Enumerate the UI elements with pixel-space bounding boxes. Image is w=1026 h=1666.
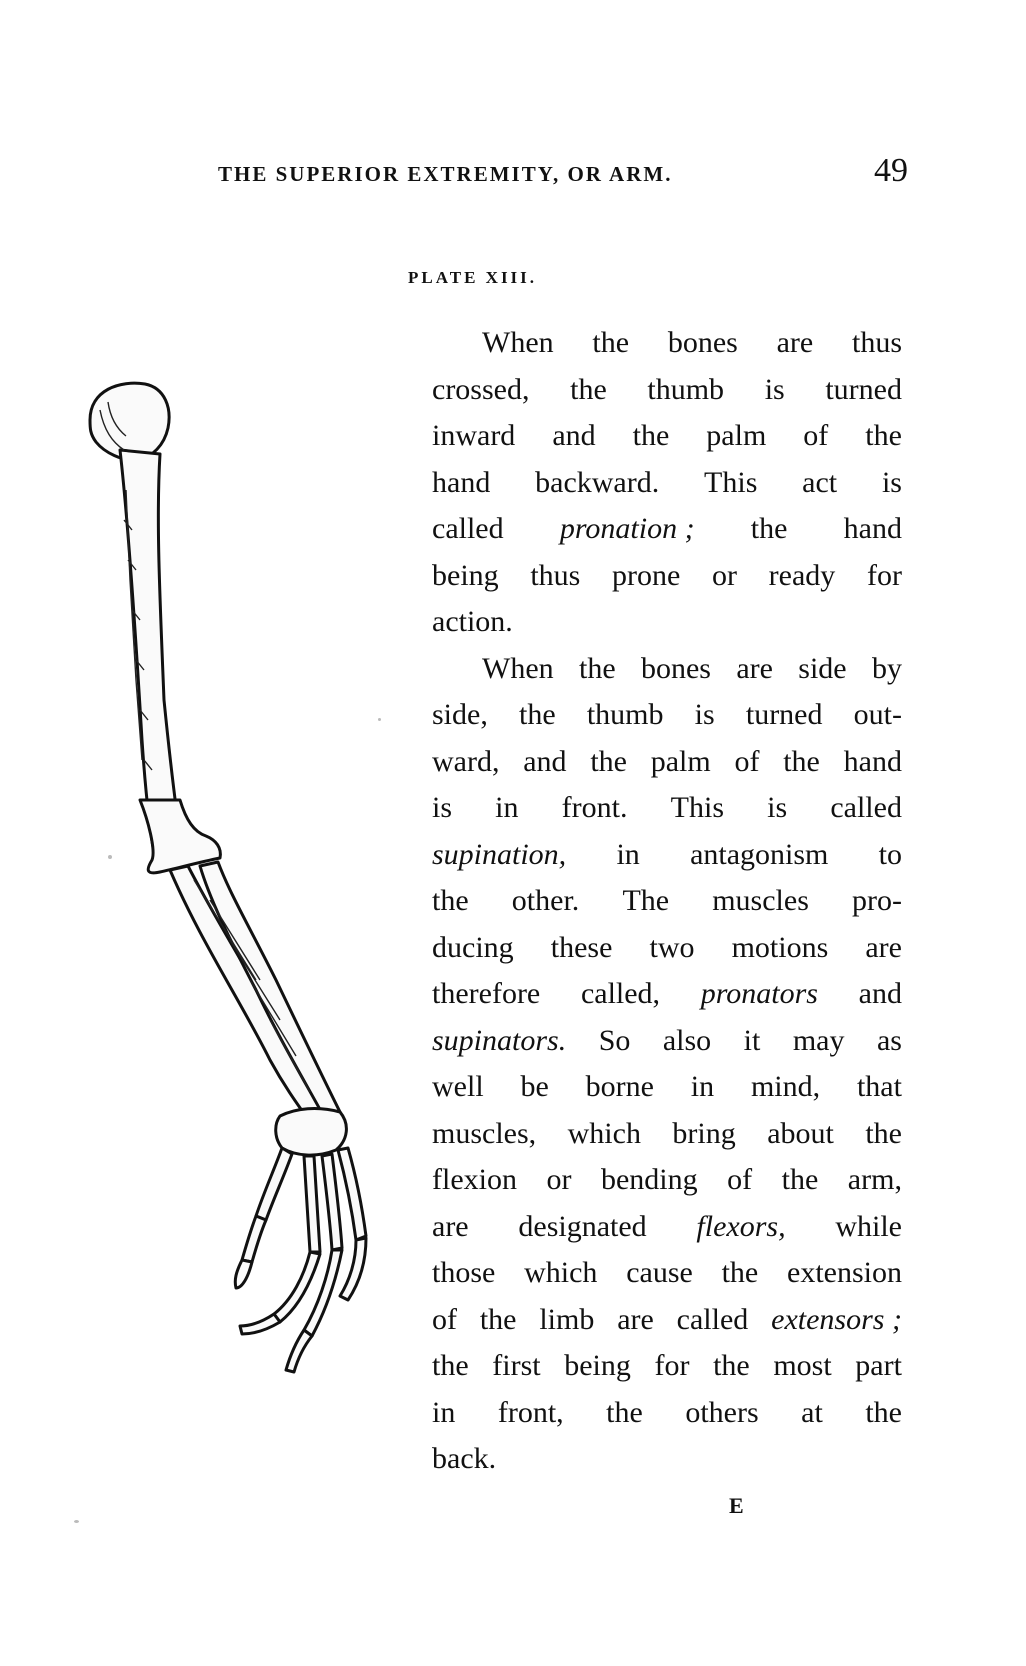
word: called [830,791,902,824]
running-title: THE SUPERIOR EXTREMITY, OR ARM. [218,162,673,186]
word: the [432,1349,469,1382]
paper-speck [74,1520,79,1523]
word: and [552,419,596,452]
word: the [721,1256,759,1289]
word: two [649,930,695,964]
elbow-joint [140,800,220,873]
plate-label: PLATE XIII. [408,268,538,287]
finger-phalanx-e [340,1238,366,1300]
word: well [432,1070,484,1103]
word: act [802,465,838,499]
word: to [878,837,902,871]
word: hand [843,744,902,778]
metacarpal-4 [338,1148,366,1240]
word: being [432,558,499,592]
word: turned [825,372,902,406]
word: are [432,1209,469,1243]
word: the [865,1116,902,1150]
word: front, [497,1395,564,1429]
text-line [432,1111,902,1158]
word: or [546,1163,572,1196]
text-line [432,832,902,879]
text-line [432,599,902,646]
word: extensors ; [771,1302,902,1336]
word: antagonism [690,837,829,871]
word: mind, [750,1070,821,1103]
text-line [432,1390,902,1437]
word: thus [530,558,581,592]
word: for [654,1349,690,1382]
text-line [432,1343,902,1390]
word: the [590,744,627,778]
word: When [482,651,554,685]
word: is [881,465,902,499]
word: called, [580,977,661,1010]
word: part [855,1349,902,1382]
finger-phalanx-d [286,1330,312,1372]
word: bones [640,651,711,685]
word: action. [432,605,513,638]
word: supination, [432,837,567,871]
word: therefore [432,977,541,1010]
metacarpal-1 [256,1148,292,1220]
paper-speck [108,855,112,859]
word: in [495,791,519,824]
word: hand [432,465,491,499]
word: or [712,558,737,592]
word: as [876,1023,902,1057]
word: So [598,1023,631,1057]
radius-bone [200,862,342,1124]
word: The [622,884,670,917]
word: is [694,698,715,731]
word: the [432,884,469,917]
word: ward, [432,744,500,778]
word: may [792,1023,845,1057]
word: those [432,1256,496,1289]
signature-mark: E [729,1493,744,1518]
word: of [734,744,760,778]
word: are [736,651,773,685]
metacarpal-2 [304,1156,320,1252]
word: motions [731,930,829,964]
thumb-phalanx-2 [235,1260,252,1288]
text-line [432,367,902,414]
word: crossed, [432,372,530,406]
word: in [616,837,640,871]
word: flexion [432,1163,517,1196]
metacarpal-3 [322,1154,342,1250]
word: of [803,419,829,452]
wrist-carpals [276,1109,347,1156]
word: are [617,1302,654,1336]
word: first [492,1349,541,1382]
word: the [865,1395,902,1429]
word: the [519,698,556,731]
page-number: 49 [874,152,908,189]
word: limb [539,1302,595,1336]
word: bones [667,326,738,359]
word: bring [672,1116,736,1150]
word: the [479,1302,517,1336]
word: the [606,1395,643,1429]
word: for [866,558,902,592]
word: inward [432,419,516,452]
word: the [713,1349,750,1382]
word: most [773,1349,832,1382]
word: palm [650,744,711,778]
word: about [767,1116,834,1150]
paper-speck [378,718,381,721]
thumb-phalanx-1 [242,1216,266,1262]
word: back. [432,1442,497,1475]
body-text [432,320,902,1483]
text-line [432,320,902,367]
word: are [865,930,902,964]
word: are [776,326,814,359]
text-line [432,1018,902,1065]
word: in [432,1395,456,1429]
word: prone [612,558,681,592]
word: which [524,1256,598,1289]
text-line [432,1297,902,1344]
word: ready [768,558,836,592]
text-line [432,413,902,460]
word: hand [843,512,902,545]
text-line [432,1204,902,1251]
arm-skeleton-illustration [60,380,440,1460]
humerus-head [90,383,169,460]
word: which [567,1116,641,1150]
text-line [432,1436,902,1483]
word: other. [511,884,580,917]
word: pronators [700,977,818,1010]
word: backward. [535,465,660,499]
word: This [704,465,758,499]
text-line [432,785,902,832]
word: the [781,1163,819,1196]
word: supinators. [432,1023,567,1057]
text-line [432,925,902,972]
word: be [520,1070,549,1103]
word: designated [518,1209,647,1243]
word: ducing [432,930,514,964]
word: it [743,1023,761,1057]
text-line [432,878,902,925]
word: pronation ; [559,512,695,545]
word: that [856,1070,902,1103]
word: the [632,419,670,452]
word: while [835,1209,902,1243]
word: and [858,977,902,1010]
text-line [432,646,902,693]
text-line [432,692,902,739]
word: arm, [847,1163,902,1196]
word: palm [706,419,767,452]
word: being [564,1349,631,1382]
word: borne [585,1070,654,1103]
word: called [432,512,504,545]
word: flexors, [696,1209,786,1243]
word: thumb [586,698,664,731]
word: by [871,651,902,685]
word: side [798,651,847,685]
word: pro- [852,884,902,917]
finger-phalanx-b [240,1314,280,1334]
word: the [592,326,630,359]
word: This [670,791,724,824]
word: thumb [647,372,725,406]
word: muscles, [432,1116,537,1150]
word: cause [626,1256,693,1289]
word: the [578,651,616,685]
word: thus [851,326,902,359]
word: the [865,419,902,452]
word: in [690,1070,715,1103]
text-line [432,1157,902,1204]
text-line [432,553,902,600]
word: turned [745,698,823,731]
word: the [570,372,607,406]
word: the [750,512,788,545]
word: bending [600,1163,698,1196]
text-line [432,739,902,786]
word: side, [432,698,488,731]
word: the [783,744,820,778]
word: muscles [712,884,809,917]
word: these [550,930,613,964]
word: also [662,1023,712,1057]
word: out- [853,698,902,731]
text-line [432,1250,902,1297]
text-line [432,971,902,1018]
ulna-bone [170,866,336,1140]
word: and [523,744,567,778]
word: front. [561,791,628,824]
word: others [685,1395,759,1429]
running-head [218,152,908,196]
word: at [801,1395,823,1429]
word: When [482,326,554,359]
word: is [764,372,785,406]
word: called [676,1302,749,1336]
word: is [767,791,788,824]
word: of [727,1163,753,1196]
text-line [432,1064,902,1111]
word: is [432,791,453,824]
word: of [432,1302,457,1336]
word: extension [787,1256,902,1289]
text-line [432,460,902,507]
text-line [432,506,902,553]
